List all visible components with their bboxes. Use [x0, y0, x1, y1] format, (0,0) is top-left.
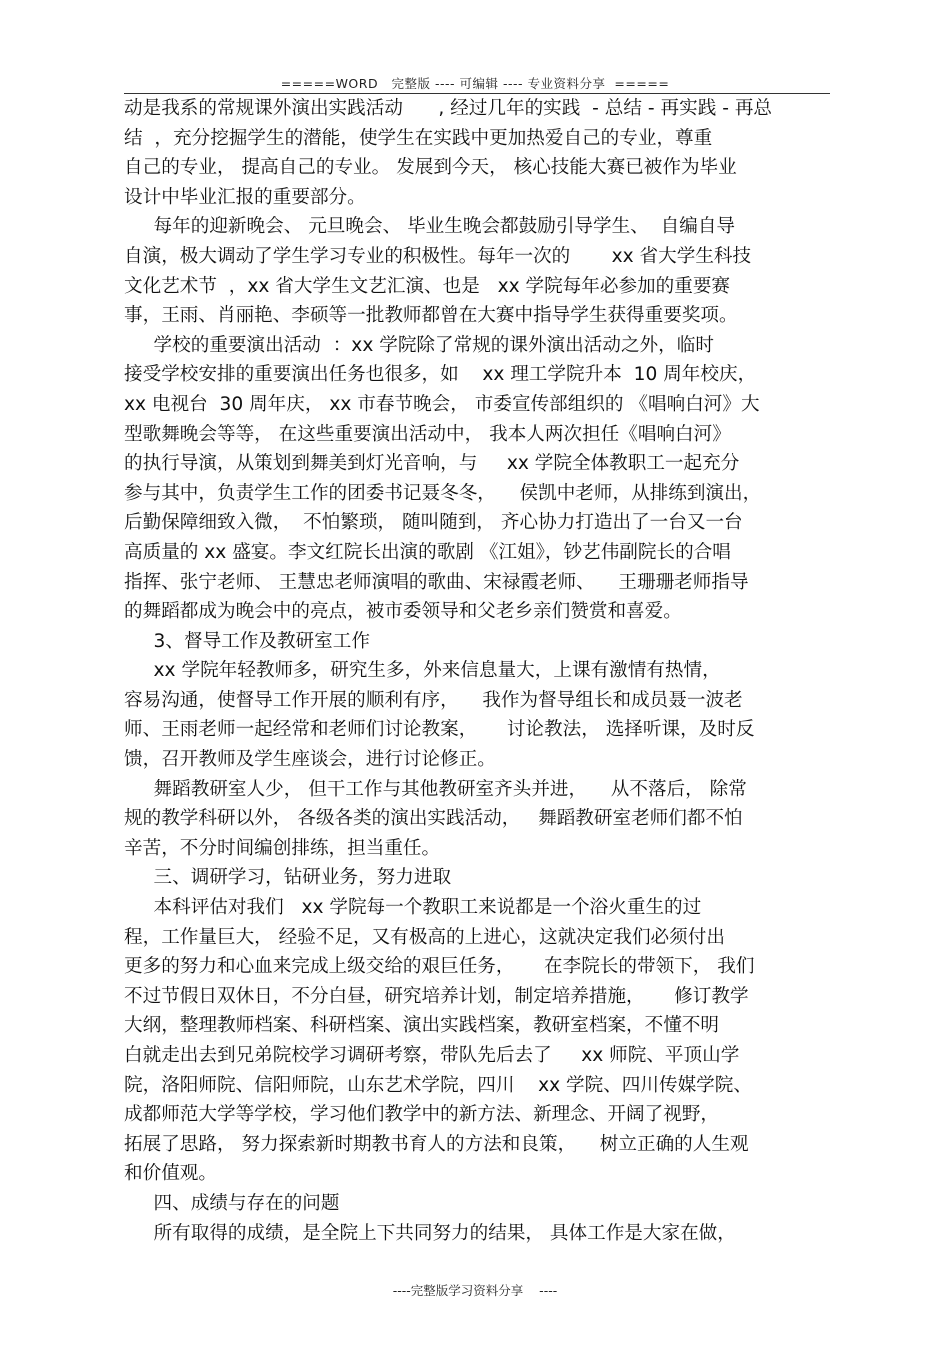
text-line: 参与其中，负责学生工作的团委书记聂冬冬， 侯凯中老师，从排练到演出，: [124, 482, 762, 504]
page-header: =====WORD 完整版 ---- 可编辑 ---- 专业资料分享 =====: [280, 76, 670, 91]
text-line: 程，工作量巨大， 经验不足，又有极高的上进心，这就决定我们必须付出: [124, 926, 725, 948]
text-line: 辛苦，不分时间编创排练，担当重任。: [124, 837, 441, 859]
text-line: 文化艺术节 ，xx 省大学生文艺汇演、也是 xx 学院每年必参加的重要赛: [124, 275, 731, 297]
text-line: 的执行导演，从策划到舞美到灯光音响，与 xx 学院全体教职工一起充分: [124, 453, 740, 475]
text-line: 不过节假日双休日，不分白昼，研究培养计划，制定培养措施， 修订教学: [124, 985, 749, 1007]
text-line: 接受学校安排的重要演出任务也很多，如 xx 理工学院升本 10 周年校庆，: [124, 364, 757, 386]
text-line: 事，王雨、肖丽艳、李硕等一批教师都曾在大赛中指导学生获得重要奖项。: [124, 305, 738, 327]
text-line: 型歌舞晚会等等， 在这些重要演出活动中， 我本人两次担任《唱响白河》: [124, 423, 731, 445]
text-line: 和价值观。: [124, 1163, 217, 1185]
text-line: 每年的迎新晚会、 元旦晚会、 毕业生晚会都鼓励引导学生、 自编自导: [124, 216, 736, 238]
text-line: 容易沟通，使督导工作开展的顺利有序， 我作为督导组长和成员聂一波老: [124, 689, 743, 711]
text-line: 学校的重要演出活动 ：xx 学院除了常规的课外演出活动之外，临时: [124, 334, 714, 356]
text-line: 高质量的 xx 盛宴。李文红院长出演的歌剧 《江姐》，钞艺伟副院长的合唱: [124, 541, 731, 563]
text-line: 更多的努力和心血来完成上级交给的艰巨任务， 在李院长的带领下， 我们: [124, 956, 755, 978]
text-line: 规的教学科研以外， 各级各类的演出实践活动， 舞蹈教研室老师们都不怕: [124, 808, 743, 830]
text-line: 成都师范大学等学校，学习他们教学中的新方法、新理念、开阔了视野，: [124, 1104, 720, 1126]
text-line: 本科评估对我们 xx 学院每一个教职工来说都是一个浴火重生的过: [124, 897, 702, 919]
text-line: 馈，召开教师及学生座谈会，进行讨论修正。: [124, 749, 496, 771]
text-line: 拓展了思路， 努力探索新时期教书育人的方法和良策， 树立正确的人生观: [124, 1133, 749, 1155]
section-heading: 三、调研学习，钻研业务，努力进取: [124, 867, 452, 889]
text-line: 舞蹈教研室人少， 但干工作与其他教研室齐头并进， 从不落后， 除常: [124, 778, 747, 800]
text-line: xx 电视台 30 周年庆， xx 市春节晚会， 市委宣传部组织的 《唱响白河》大: [124, 393, 760, 415]
text-line: xx 学院年轻教师多，研究生多，外来信息量大，上课有激情有热情，: [124, 660, 721, 682]
page-footer: ----完整版学习资料分享 ----: [392, 1283, 558, 1298]
text-line: 自己的专业， 提高自己的专业。 发展到今天， 核心技能大赛已被作为毕业: [124, 157, 737, 179]
text-line: 大纲，整理教师档案、科研档案、演出实践档案，教研室档案，不懂不明: [124, 1015, 720, 1037]
text-line: 自演，极大调动了学生学习专业的积极性。每年一次的 xx 省大学生科技: [124, 245, 752, 267]
text-line: 师、王雨老师一起经常和老师们讨论教案， 讨论教法， 选择听课，及时反: [124, 719, 755, 741]
text-line: 动是我系的常规课外演出实践活动 , 经过几年的实践 - 总结 - 再实践 - 再总: [124, 98, 773, 119]
text-line: 白就走出去到兄弟院校学习调研考察，带队先后去了 xx 师院、平顶山学: [124, 1045, 740, 1066]
text-line: 的舞蹈都成为晚会中的亮点，被市委领导和父老乡亲们赞赏和喜爱。: [124, 601, 682, 623]
text-line: 结 ，充分挖掘学生的潜能，使学生在实践中更加热爱自己的专业，尊重: [124, 127, 713, 149]
text-line: 所有取得的成绩，是全院上下共同努力的结果， 具体工作是大家在做，: [124, 1222, 736, 1244]
text-line: 院，洛阳师院、信阳师院，山东艺术学院，四川 xx 学院、四川传媒学院、: [124, 1074, 752, 1096]
section-heading: 3、督导工作及教研室工作: [124, 630, 370, 652]
document-body: [124, 94, 834, 1248]
text-line: 指挥、张宁老师、 王慧忠老师演唱的歌曲、宋禄霞老师、 王珊珊老师指导: [124, 571, 749, 593]
text-line: 设计中毕业汇报的重要部分。: [124, 186, 366, 208]
text-line: 后勤保障细致入微， 不怕繁琐， 随叫随到， 齐心协力打造出了一台又一台: [124, 512, 743, 534]
section-heading: 四、成绩与存在的问题: [124, 1192, 340, 1214]
